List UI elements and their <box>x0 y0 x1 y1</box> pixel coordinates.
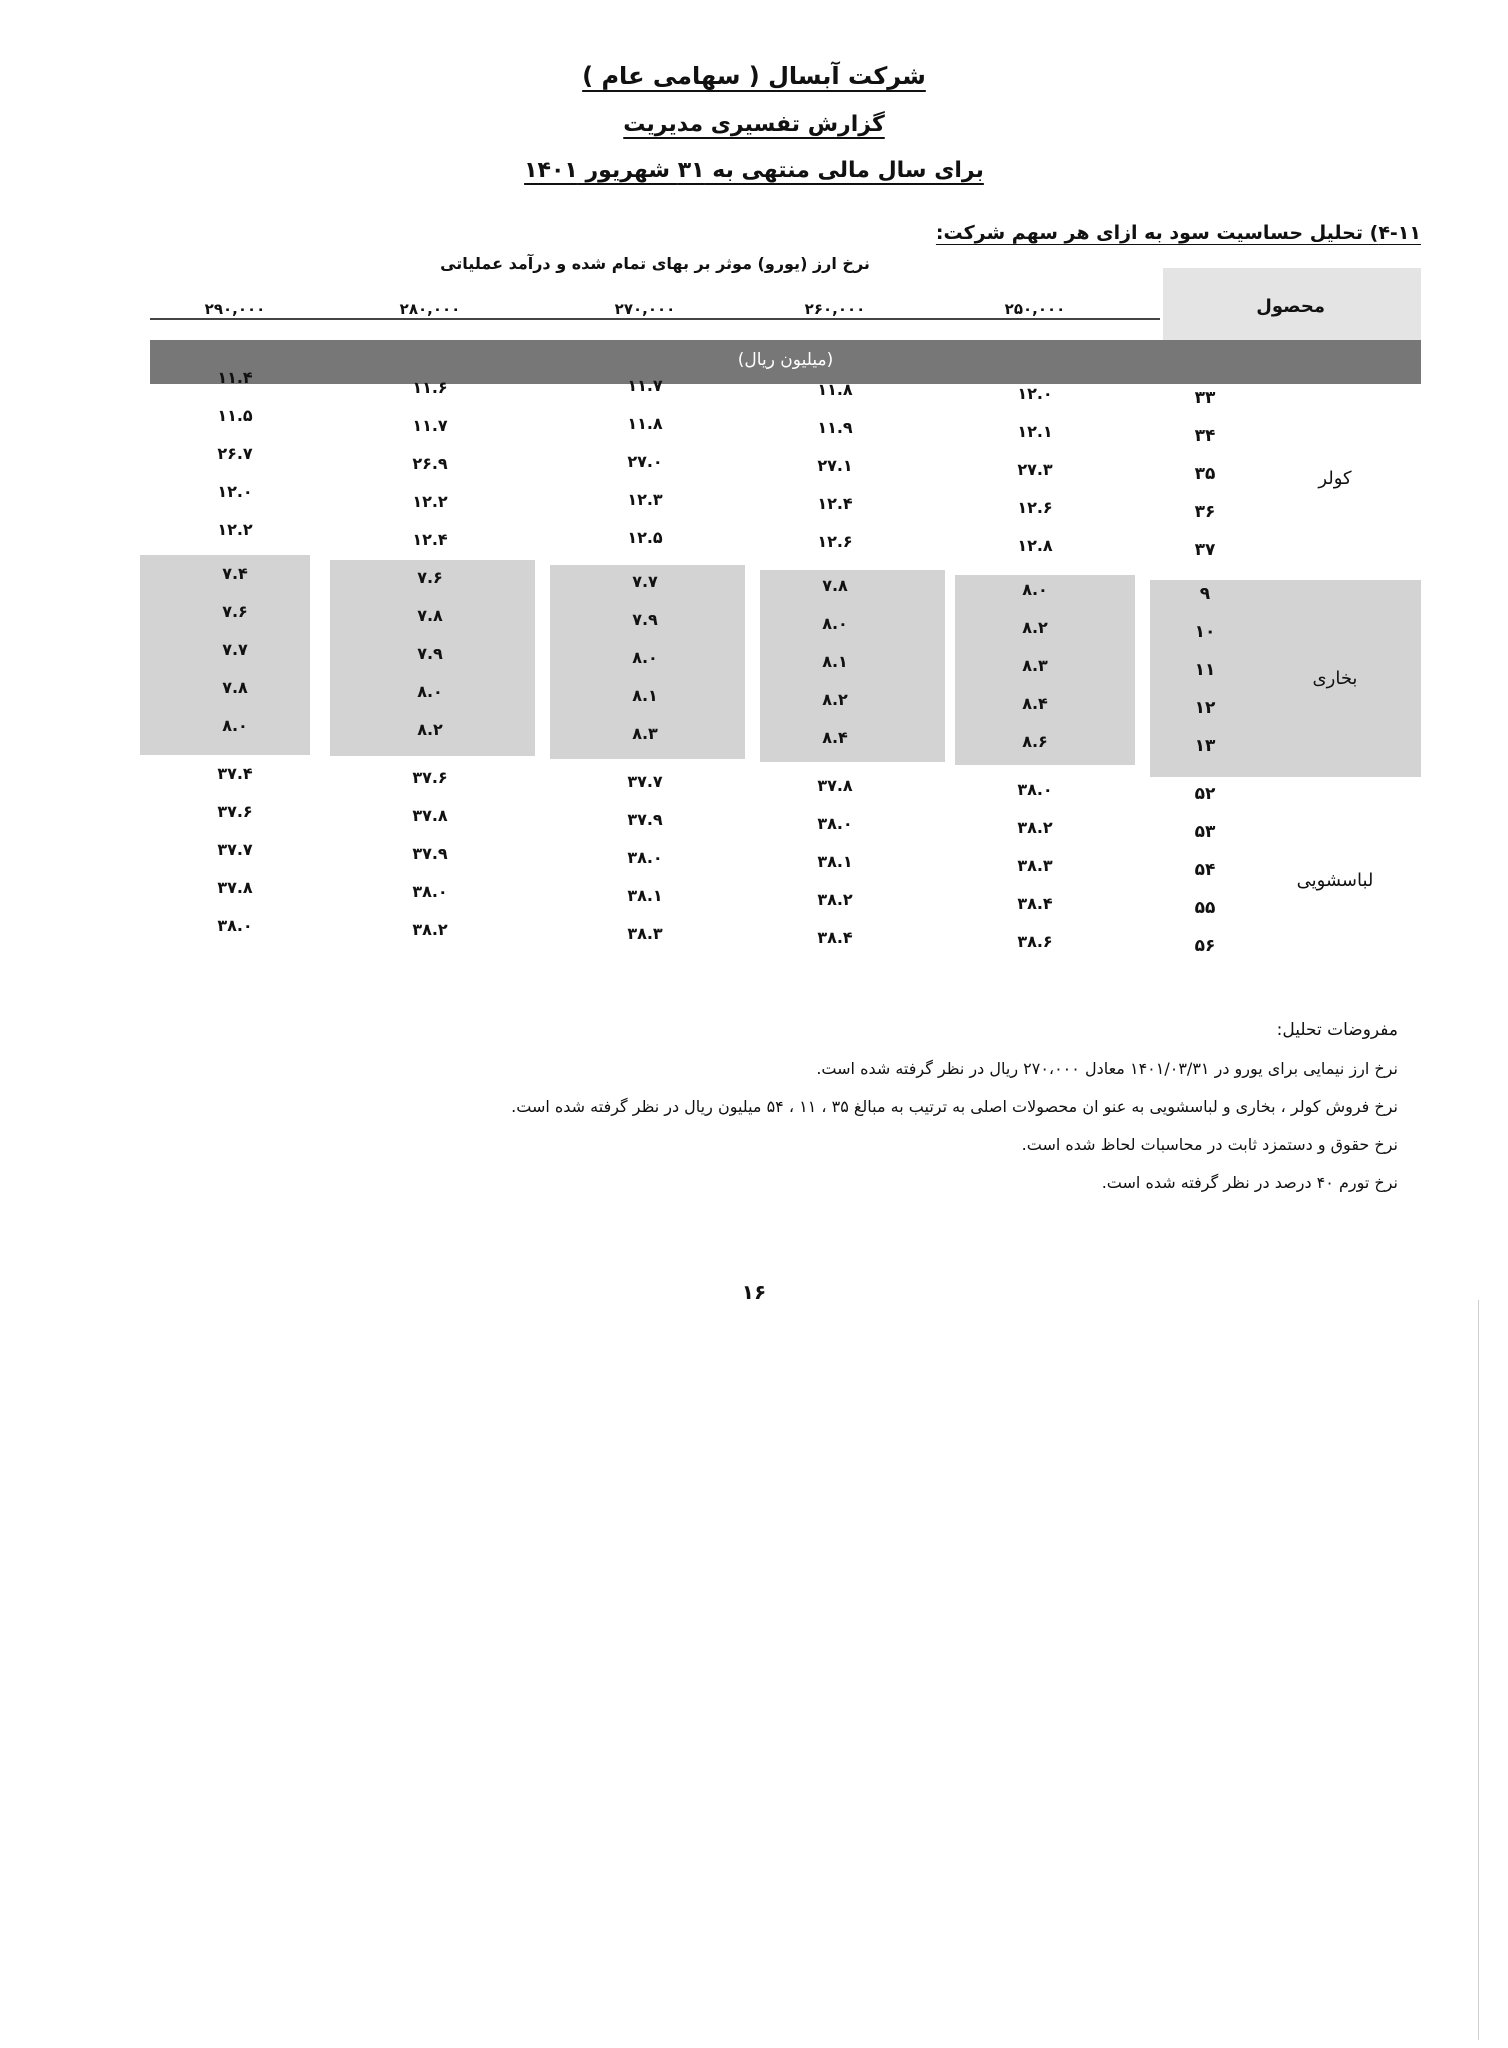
value-cell: ۳۸.۴ <box>817 928 853 947</box>
company-title: شرکت آبسال ( سهامی عام ) <box>582 62 926 90</box>
value-cell: ۲۷.۱ <box>817 456 853 475</box>
value-cell: ۱۲.۵ <box>627 528 663 547</box>
value-cell: ۷.۸ <box>417 606 443 625</box>
value-cell: ۳۸.۱ <box>627 886 663 905</box>
capacity-cell: ۵۳ <box>1194 822 1216 842</box>
value-cell: ۳۷.۷ <box>217 840 253 859</box>
value-cell: ۸.۴ <box>1022 694 1048 713</box>
notes-title: مفروضات تحلیل: <box>1276 1020 1398 1040</box>
unit-label: (میلیون ریال) <box>737 350 834 370</box>
value-cell: ۱۱.۸ <box>627 414 663 433</box>
value-cell: ۳۷.۹ <box>627 810 663 829</box>
table-row <box>0 406 1508 448</box>
table-row <box>0 520 1508 562</box>
table-caption: نرخ ارز (یورو) موثر بر بهای تمام شده و درآمد عملیاتی <box>440 254 870 273</box>
capacity-cell: ۳۳ <box>1194 388 1216 408</box>
capacity-cell: ۵۶ <box>1194 936 1216 956</box>
value-cell: ۸.۰ <box>822 614 848 633</box>
capacity-cell: ۱۰ <box>1194 622 1216 642</box>
value-cell: ۸.۱ <box>822 652 848 671</box>
rate-header-2: ۲۷۰,۰۰۰ <box>614 300 676 318</box>
value-cell: ۷.۴ <box>222 564 248 583</box>
group-label-heater: بخاری <box>1312 668 1358 689</box>
capacity-cell: ۳۶ <box>1194 502 1216 522</box>
value-cell: ۳۸.۰ <box>817 814 853 833</box>
note-item: نرخ ارز نیمایی برای یورو در ۱۴۰۱/۰۳/۳۱ معادل ۲۷۰،۰۰۰ ریال در نظر گرفته شده است. <box>816 1059 1398 1078</box>
scan-edge-line <box>1478 1300 1479 2040</box>
value-cell: ۸.۰ <box>222 716 248 735</box>
value-cell: ۱۱.۹ <box>817 418 853 437</box>
value-cell: ۳۷.۴ <box>217 764 253 783</box>
table-row <box>0 714 1508 756</box>
value-cell: ۳۸.۲ <box>1017 818 1053 837</box>
value-cell: ۷.۶ <box>417 568 443 587</box>
value-cell: ۳۸.۳ <box>627 924 663 943</box>
rate-header-1: ۲۶۰,۰۰۰ <box>804 300 866 318</box>
note-item: نرخ تورم ۴۰ درصد در نظر گرفته شده است. <box>1101 1173 1398 1192</box>
value-cell: ۷.۷ <box>632 572 658 591</box>
value-cell: ۲۷.۳ <box>1017 460 1053 479</box>
capacity-cell: ۹ <box>1199 584 1211 604</box>
value-cell: ۸.۲ <box>1022 618 1048 637</box>
value-cell: ۸.۲ <box>822 690 848 709</box>
value-cell: ۳۷.۷ <box>627 772 663 791</box>
value-cell: ۸.۲ <box>417 720 443 739</box>
report-period: برای سال مالی منتهی به ۳۱ شهریور ۱۴۰۱ <box>524 158 984 183</box>
table-row <box>0 368 1508 410</box>
value-cell: ۱۲.۲ <box>412 492 448 511</box>
value-cell: ۱۲.۶ <box>817 532 853 551</box>
capacity-cell: ۱۱ <box>1194 660 1216 680</box>
value-cell: ۱۲.۱ <box>1017 422 1053 441</box>
capacity-cell: ۳۷ <box>1194 540 1216 560</box>
capacity-cell: ۳۴ <box>1194 426 1216 446</box>
table-row <box>0 600 1508 642</box>
value-cell: ۱۱.۷ <box>627 376 663 395</box>
value-cell: ۳۸.۲ <box>817 890 853 909</box>
value-cell: ۳۷.۹ <box>412 844 448 863</box>
table-row <box>0 676 1508 718</box>
note-item: نرخ حقوق و دستمزد ثابت در محاسبات لحاظ شده است. <box>1021 1135 1398 1154</box>
section-title: ۴-۱۱) تحلیل حساسیت سود به ازای هر سهم شرکت: <box>935 222 1421 244</box>
value-cell: ۱۲.۸ <box>1017 536 1053 555</box>
value-cell: ۳۸.۲ <box>412 920 448 939</box>
value-cell: ۱۱.۷ <box>412 416 448 435</box>
value-cell: ۸.۳ <box>1022 656 1048 675</box>
value-cell: ۷.۹ <box>632 610 658 629</box>
capacity-cell: ۱۲ <box>1194 698 1216 718</box>
value-cell: ۱۱.۸ <box>817 380 853 399</box>
product-header-label: محصول <box>1256 296 1325 317</box>
value-cell: ۱۱.۴ <box>217 368 253 387</box>
value-cell: ۸.۱ <box>632 686 658 705</box>
value-cell: ۳۷.۶ <box>412 768 448 787</box>
value-cell: ۱۲.۳ <box>627 490 663 509</box>
rate-header-4: ۲۹۰,۰۰۰ <box>204 300 266 318</box>
table-row <box>0 762 1508 804</box>
table-row <box>0 444 1508 486</box>
value-cell: ۷.۹ <box>417 644 443 663</box>
value-cell: ۱۲.۲ <box>217 520 253 539</box>
value-cell: ۱۲.۴ <box>412 530 448 549</box>
note-item: نرخ فروش کولر ، بخاری و لباسشویی به عنو ان محصولات اصلی به ترتیب به مبالغ ۳۵ ، ۱۱ ، ۵۴ میلیون ریال در نظر گرفته شده است. <box>511 1097 1398 1116</box>
value-cell: ۸.۰ <box>632 648 658 667</box>
value-cell: ۳۸.۴ <box>1017 894 1053 913</box>
value-cell: ۳۷.۸ <box>217 878 253 897</box>
capacity-cell: ۵۲ <box>1194 784 1216 804</box>
value-cell: ۳۸.۰ <box>412 882 448 901</box>
capacity-cell: ۱۳ <box>1194 736 1216 756</box>
rate-header-3: ۲۸۰,۰۰۰ <box>399 300 461 318</box>
value-cell: ۸.۶ <box>1022 732 1048 751</box>
value-cell: ۷.۷ <box>222 640 248 659</box>
value-cell: ۱۲.۶ <box>1017 498 1053 517</box>
value-cell: ۳۸.۰ <box>217 916 253 935</box>
capacity-cell: ۵۵ <box>1194 898 1216 918</box>
value-cell: ۳۷.۸ <box>817 776 853 795</box>
value-cell: ۳۸.۰ <box>627 848 663 867</box>
table-row <box>0 562 1508 604</box>
table-row <box>0 800 1508 842</box>
value-cell: ۸.۰ <box>1022 580 1048 599</box>
value-cell: ۷.۶ <box>222 602 248 621</box>
value-cell: ۲۶.۷ <box>217 444 253 463</box>
group-label-cooler: کولر <box>1318 468 1352 489</box>
header-rule <box>150 318 1160 320</box>
value-cell: ۲۶.۹ <box>412 454 448 473</box>
value-cell: ۷.۸ <box>822 576 848 595</box>
value-cell: ۱۲.۰ <box>1017 384 1053 403</box>
value-cell: ۱۲.۴ <box>817 494 853 513</box>
report-title: گزارش تفسیری مدیریت <box>623 112 885 137</box>
value-cell: ۳۸.۰ <box>1017 780 1053 799</box>
table-row <box>0 914 1508 956</box>
capacity-cell: ۳۵ <box>1194 464 1216 484</box>
value-cell: ۱۲.۰ <box>217 482 253 501</box>
table-row <box>0 482 1508 524</box>
value-cell: ۳۸.۶ <box>1017 932 1053 951</box>
table-row <box>0 838 1508 880</box>
table-row <box>0 876 1508 918</box>
page-number: ۱۶ <box>741 1280 767 1304</box>
product-column-header <box>1163 268 1421 340</box>
rate-header-0: ۲۵۰,۰۰۰ <box>1004 300 1066 318</box>
value-cell: ۸.۰ <box>417 682 443 701</box>
value-cell: ۷.۸ <box>222 678 248 697</box>
capacity-cell: ۵۴ <box>1194 860 1216 880</box>
value-cell: ۳۷.۶ <box>217 802 253 821</box>
value-cell: ۲۷.۰ <box>627 452 663 471</box>
value-cell: ۳۸.۱ <box>817 852 853 871</box>
value-cell: ۳۷.۸ <box>412 806 448 825</box>
value-cell: ۱۱.۵ <box>217 406 253 425</box>
group-label-washing-machine: لباسشویی <box>1296 870 1374 891</box>
value-cell: ۳۸.۳ <box>1017 856 1053 875</box>
value-cell: ۱۱.۶ <box>412 378 448 397</box>
value-cell: ۸.۴ <box>822 728 848 747</box>
assumptions-notes <box>298 1020 1398 1202</box>
value-cell: ۸.۳ <box>632 724 658 743</box>
